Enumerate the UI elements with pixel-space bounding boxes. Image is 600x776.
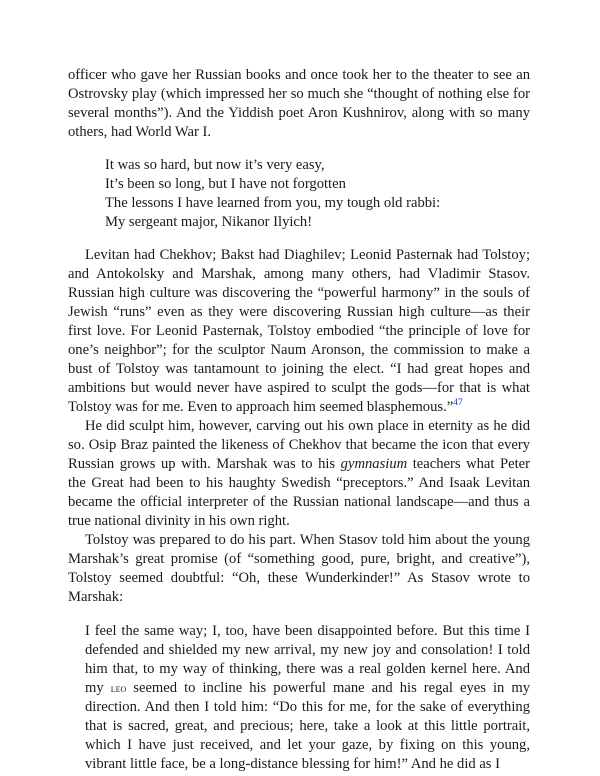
paragraph-continued: officer who gave her Russian books and once took her to the theater to see an Ostrovsky play (which impressed her so much she “thought of nothing else for several months”). And the Yiddish poet Aron Kushnirov, along with so many others, had World War I.	[68, 67, 530, 140]
verse-quote	[105, 156, 530, 232]
verse-line: It was so hard, but now it’s very easy,	[105, 157, 325, 173]
block-quote-stasov	[85, 622, 530, 774]
verse-line: My sergeant major, Nikanor Ilyich!	[105, 214, 313, 230]
quote-text: seemed to incline his powerful mane and his regal eyes in my direction. And then I told him: “Do this for me, for the sake of everything that is sacred, great, and precious; here, take a look at this little portrait, which I have just received, and let your gaze, by fixing on this young, vibrant little face, be a long-distance blessing for him!” And he did as I	[85, 680, 530, 772]
small-caps-word: leo	[110, 681, 127, 695]
paragraph-sculpt	[68, 417, 530, 531]
paragraph-text: He did sculpt him, however, carving out his own place in eternity as he did so. Osip Braz painted the likeness of Chekhov that became the icon that every Russian grows up with. Marshak was to his	[68, 418, 530, 472]
italic-term: gymnasium	[340, 456, 408, 472]
paragraph-levitan	[68, 246, 530, 417]
paragraph-text: teachers what Peter the Great had been to his haughty Swedish “preceptors.” And Isaak Levitan became the official interpreter of the Russian national landscape—and thus a true national divinity in his own right.	[68, 456, 530, 529]
quote-text: I feel the same way; I, too, have been disappointed before. But this time I defended and shielded my new arrival, my new joy and consolation! I told him that, to my way of thinking, there was a real golden kernel here. And my	[85, 623, 530, 696]
verse-line: The lessons I have learned from you, my tough old rabbi:	[105, 195, 441, 211]
paragraph-tolstoy: Tolstoy was prepared to do his part. When Stasov told him about the young Marshak’s great promise (of “something good, pure, bright, and creative”), Tolstoy seemed doubtful: “Oh, these Wunderkinder!” As Stasov wrote to Marshak:	[68, 532, 530, 605]
book-page	[68, 66, 530, 774]
verse-line: It’s been so long, but I have not forgotten	[105, 176, 346, 192]
paragraph-text: Levitan had Chekhov; Bakst had Diaghilev; Leonid Pasternak had Tolstoy; and Antokolsky and Marshak, among many others, had Vladimir Stasov. Russian high culture was discovering the “powerful harmony” in the souls of Jewish “runs” even as they were discovering Russian high culture—as their first love. For Leonid Pasternak, Tolstoy embodied “the principle of love for one’s neighbor”; for the sculptor Naum Aronson, the commission to make a bust of Tolstoy was tantamount to joining the elect. “I had great hopes and ambitions but would never have aspired to sculpt the gods—for that is what Tolstoy was for me. Even to approach him seemed blasphemous.”	[68, 247, 530, 415]
footnote-47-link[interactable]: 47	[453, 398, 463, 409]
